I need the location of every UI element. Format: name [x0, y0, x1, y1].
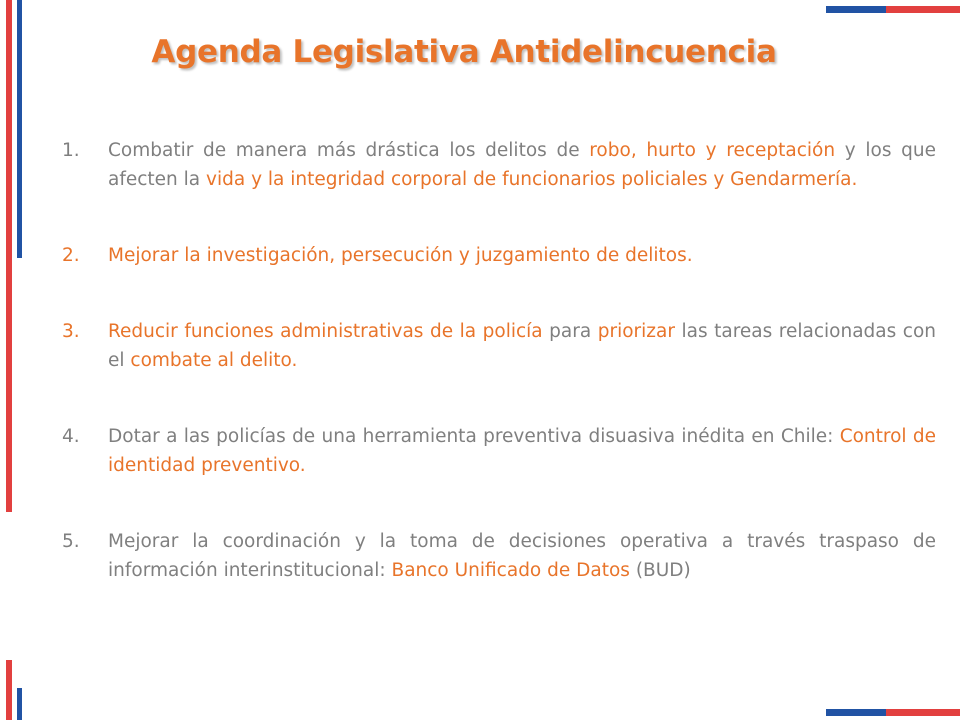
text-segment: las tareas relacionadas con el: [108, 321, 936, 371]
item-text: [108, 245, 693, 266]
item-text: [108, 531, 936, 581]
highlight-segment: Mejorar la investigación, persecución y juzgamiento de delitos.: [108, 245, 693, 266]
item-text: [108, 426, 936, 476]
agenda-list: [62, 136, 936, 585]
text-segment: para: [542, 321, 598, 342]
text-segment: Dotar a las policías de una herramienta preventiva disuasiva inédita en Chile:: [108, 426, 840, 447]
highlight-segment: combate al delito.: [130, 350, 298, 371]
highlight-segment: vida y la integridad corporal de funcionarios policiales y Gendarmería.: [206, 169, 858, 190]
text-segment: y los que afecten la: [108, 140, 936, 190]
item-number: 5.: [62, 531, 80, 552]
agenda-item: [62, 136, 936, 194]
highlight-segment: Control de identidad preventivo.: [108, 426, 936, 476]
left-red-bar-top: [6, 0, 12, 512]
top-right-blue-bar: [826, 6, 886, 13]
item-number: 3.: [62, 321, 80, 342]
agenda-item: [62, 527, 936, 585]
item-number: 2.: [62, 245, 80, 266]
bottom-right-red-bar: [886, 709, 960, 716]
top-right-red-bar: [886, 6, 960, 13]
agenda-item: [62, 241, 936, 270]
item-number: 4.: [62, 426, 80, 447]
bottom-right-blue-bar: [826, 709, 886, 716]
text-segment: Combatir de manera más drástica los delitos de: [108, 140, 590, 161]
agenda-item: [62, 317, 936, 375]
slide-title: Agenda Legislativa Antidelincuencia: [151, 34, 777, 70]
text-segment: (BUD): [629, 560, 691, 581]
highlight-segment: Banco Unificado de Datos: [391, 560, 630, 581]
item-number: 1.: [62, 140, 80, 161]
item-text: [108, 140, 936, 190]
highlight-segment: robo, hurto y receptación: [589, 140, 836, 161]
text-segment: Mejorar la coordinación y la toma de decisiones operativa a través traspaso de información interinstitucional:: [108, 531, 936, 581]
item-text: [108, 321, 936, 371]
agenda-item: [62, 422, 936, 480]
left-blue-bar-bottom: [17, 688, 22, 720]
left-red-bar-bottom: [6, 660, 12, 720]
highlight-segment: priorizar: [597, 321, 675, 342]
highlight-segment: Reducir funciones administrativas de la policía: [108, 321, 543, 342]
